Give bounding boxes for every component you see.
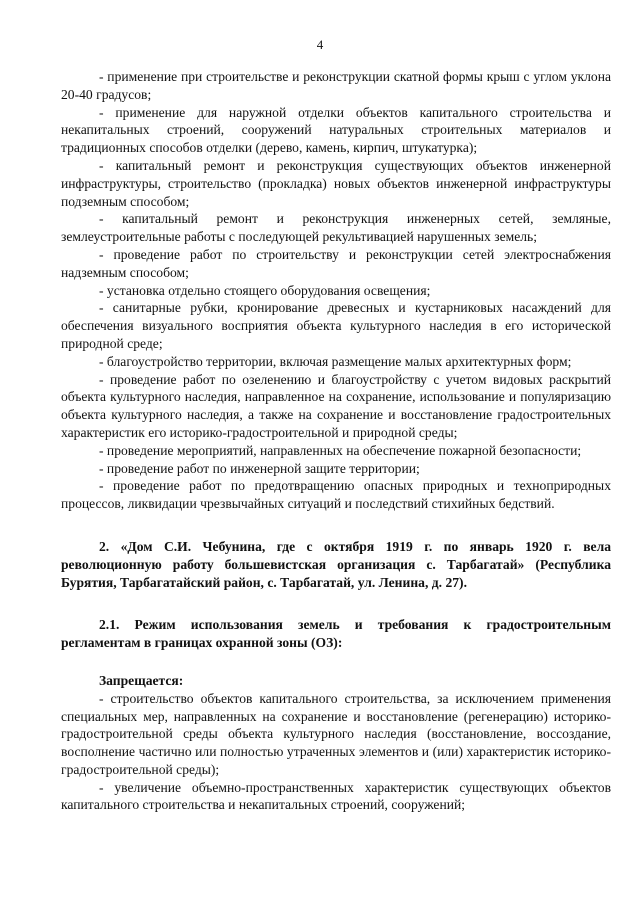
prohibited-label: Запрещается: xyxy=(99,672,184,688)
list-item: - проведение работ по предотвращению опасных природных и техноприродных процессов, ликвидации чрезвычайных ситуаций и последствий стихийных бедствий. xyxy=(61,478,611,512)
list-item: - санитарные рубки, кронирование древесных и кустарниковых насаждений для обеспечения визуального восприятия объекта культурного наследия в его исторической природной среде; xyxy=(61,300,611,351)
section-2-heading: 2. «Дом С.И. Чебунина, где с октября 1919 г. по январь 1920 г. вела революционную работу большевистская организация с. Тарбагатай» (Республика Бурятия, Тарбагатайский район, с. Тарбагатай, ул. Ленина, д. 27). xyxy=(61,538,611,590)
list-item: - установка отдельно стоящего оборудования освещения; xyxy=(99,282,431,298)
list-item: - увеличение объемно-пространственных характеристик существующих объектов капитального строительства и некапитальных строений, сооружений; xyxy=(61,779,611,813)
list-item: - проведение мероприятий, направленных на обеспечение пожарной безопасности; xyxy=(99,442,582,458)
list-item: - применение для наружной отделки объектов капитального строительства и некапитальных строений, сооружений натуральных строительных материалов и традиционных способов отделки (дерево, камень, кирпич, штукатурка); xyxy=(61,104,611,156)
list-item: - благоустройство территории, включая размещение малых архитектурных форм; xyxy=(99,353,572,369)
document-body xyxy=(61,68,611,814)
section-2-1-heading: 2.1. Режим использования земель и требования к градостроительным регламентам в границах охранной зоны (ОЗ): xyxy=(61,617,611,651)
list-item: - строительство объектов капитального строительства, за исключением применения специальных мер, направленных на сохранение и восстановление (регенерацию) историко-градостроительной среды объекта культурного наследия (восстановление, воссоздание, восполнение частично или полностью утраченных элементов и (или) характеристик историко-градостроительной среды); xyxy=(61,690,611,777)
permitted-activities-list xyxy=(61,68,611,513)
list-item: - применение при строительстве и реконструкции скатной формы крыш с углом уклона 20-40 градусов; xyxy=(61,69,611,102)
page-number: 4 xyxy=(316,37,324,52)
list-item: - капитальный ремонт и реконструкция инженерных сетей, земляные, землеустроительные работы с последующей рекультивацией нарушенных земель; xyxy=(61,211,611,245)
list-item: - капитальный ремонт и реконструкция существующих объектов инженерной инфраструктуры, строительство (прокладка) новых объектов инженерной инфраструктуры подземным способом; xyxy=(61,157,611,209)
prohibited-activities-list xyxy=(61,690,611,815)
list-item: - проведение работ по строительству и реконструкции сетей электроснабжения надземным способом; xyxy=(61,246,611,280)
list-item: - проведение работ по инженерной защите территории; xyxy=(99,460,420,476)
list-item: - проведение работ по озеленению и благоустройству с учетом видовых раскрытий объекта культурного наследия, направленное на сохранение, использование и популяризацию объекта культурного наследия, а также на сохранение и восстановление градостроительных характеристик его историко-градостроительной и природной среды; xyxy=(61,371,611,440)
